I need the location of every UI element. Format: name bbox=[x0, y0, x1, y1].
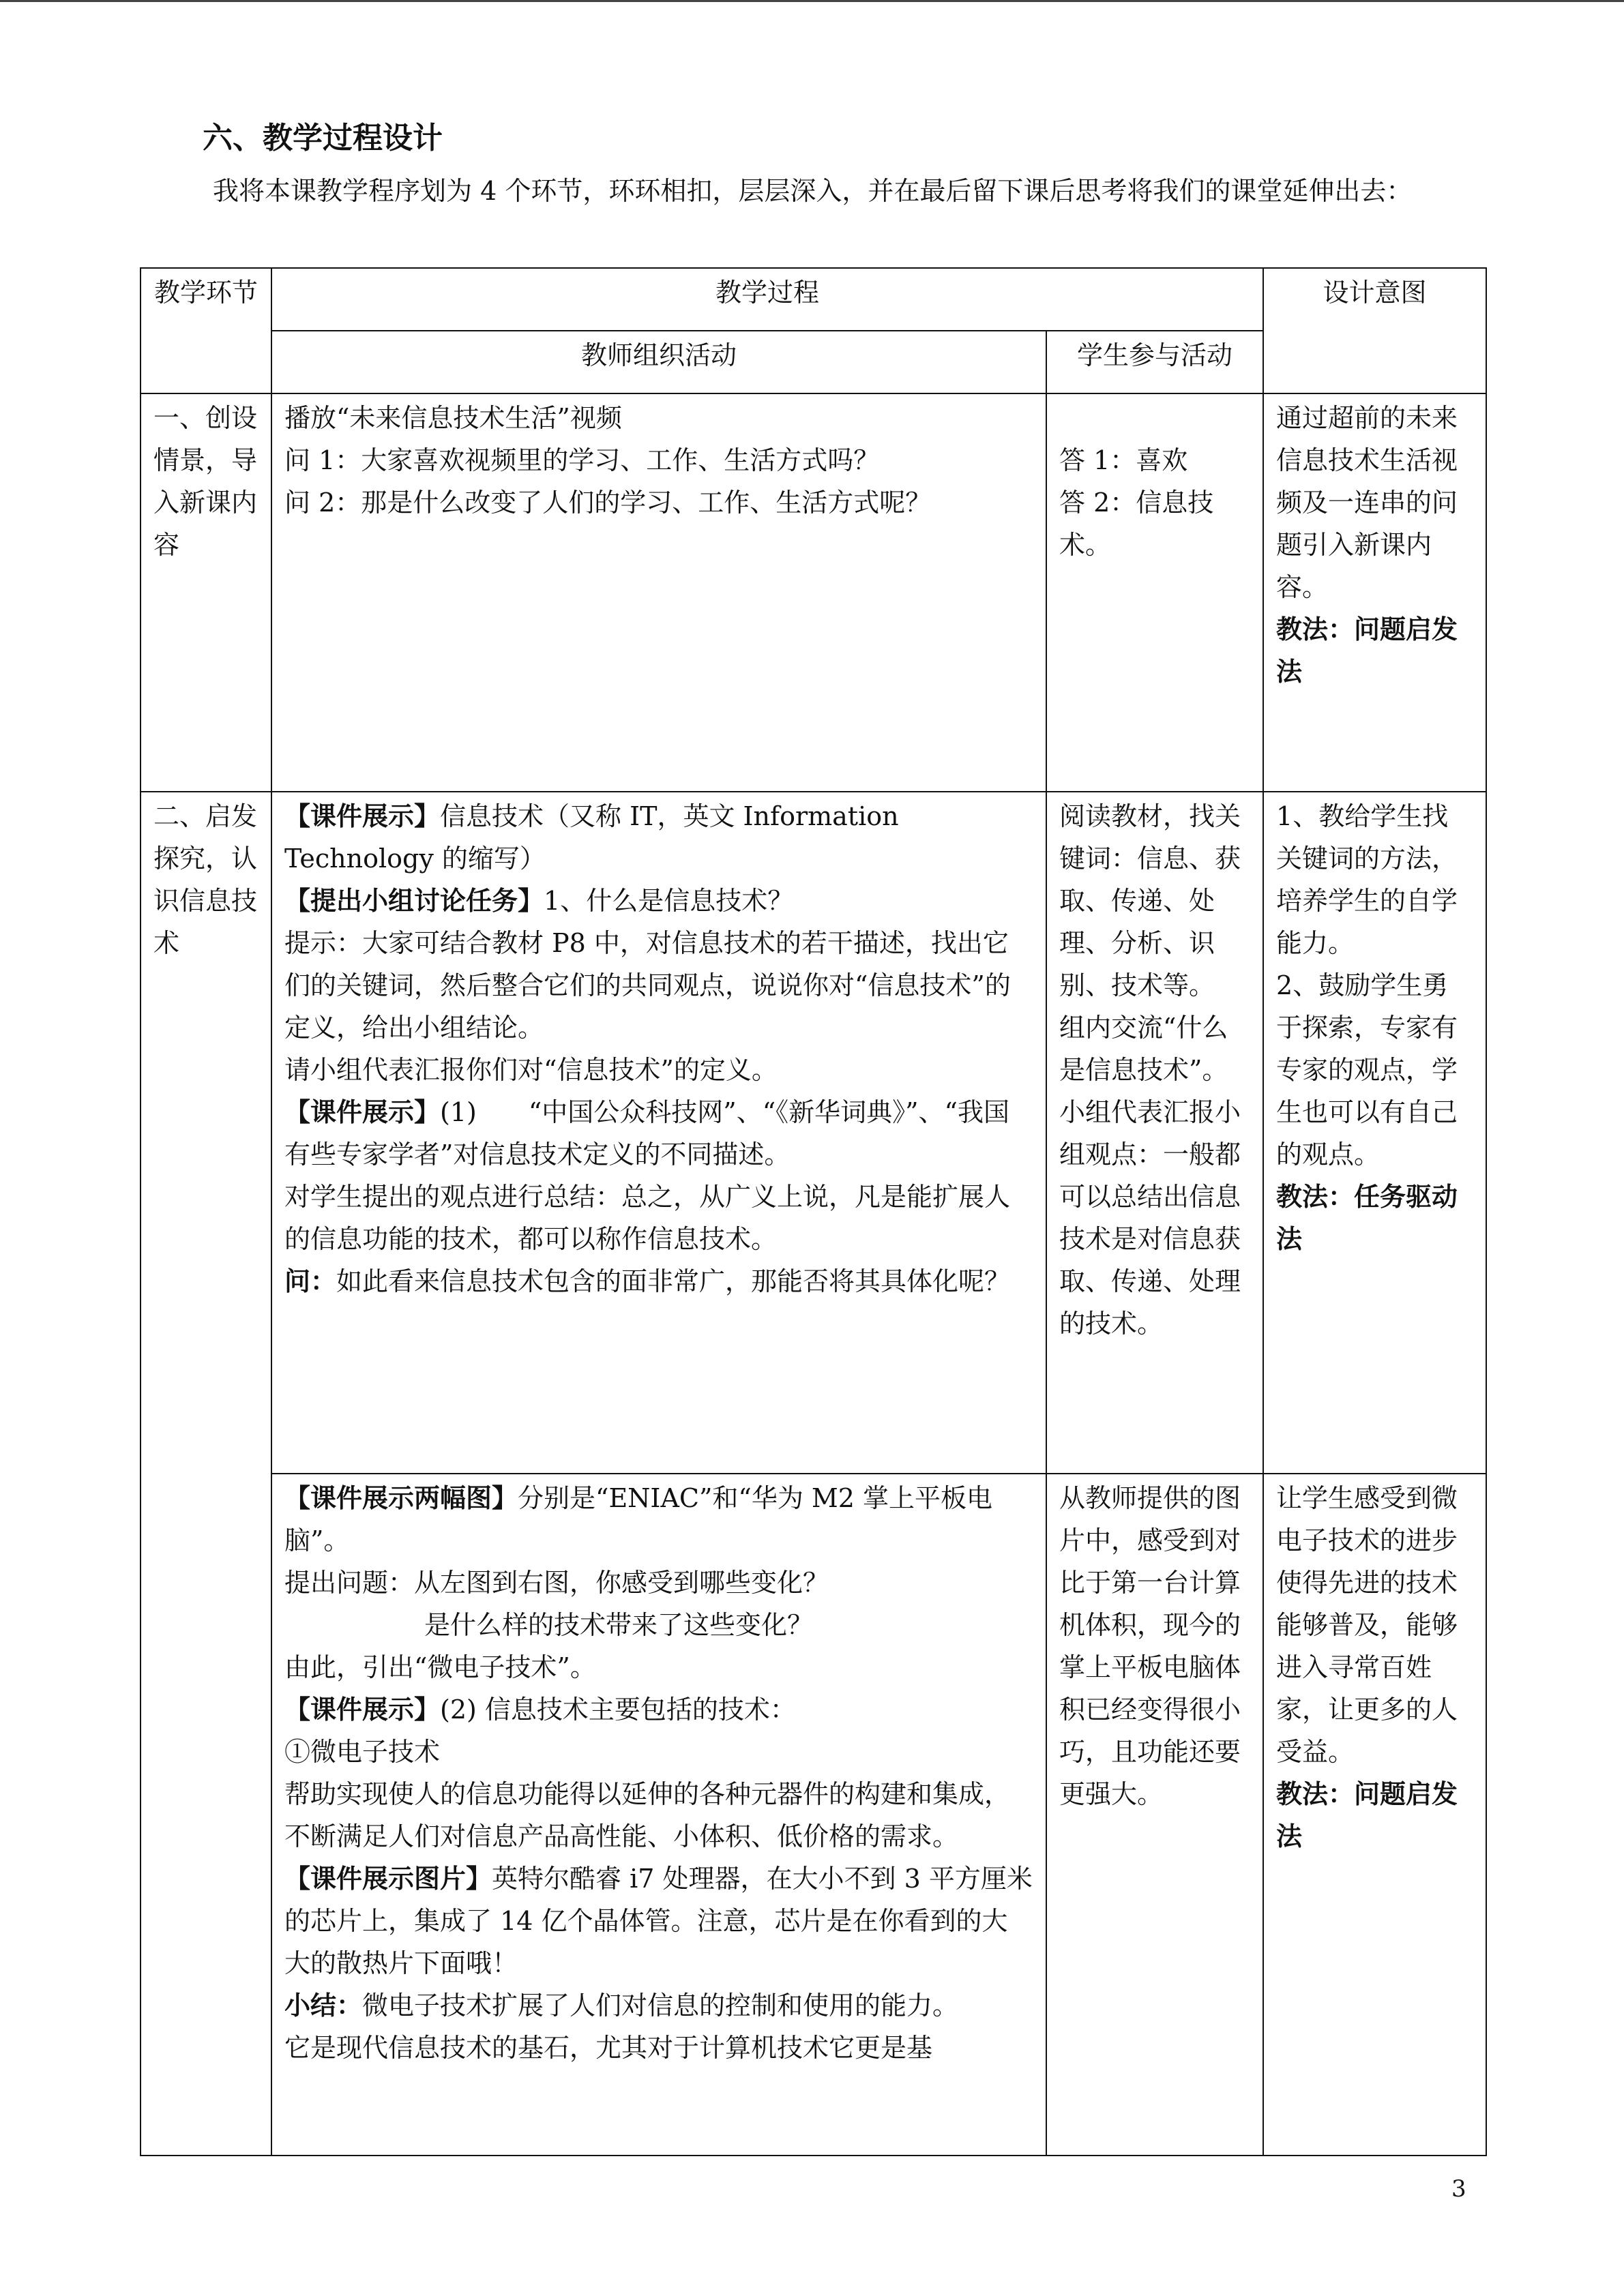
row3-teacher-text: ①微电子技术 bbox=[284, 1737, 441, 1767]
teaching-process-table bbox=[140, 267, 1487, 2156]
row2-teacher-text: 如此看来信息技术包含的面非常广，那能否将其具体化呢？ bbox=[336, 1266, 1011, 1296]
section-heading: 六、教学过程设计 bbox=[203, 121, 443, 155]
row3-teacher-text: 由此，引出“微电子技术”。 bbox=[284, 1652, 596, 1682]
courseware-label: 【课件展示】 bbox=[284, 1097, 441, 1127]
intro-paragraph: 我将本课教学程序划为 4 个环节，环环相扣，层层深入，并在最后留下课后思考将我们的课堂延伸出去： bbox=[213, 176, 1413, 206]
row3-intent-text: 让学生感受到微电子技术的进步使得先进的技术能够普及，能够进入寻常百姓家，让更多的人受益。 bbox=[1276, 1483, 1458, 1767]
row2-teacher-text: 信息技术（又称 IT，英文 Information Technology 的缩写） bbox=[284, 801, 899, 874]
row1-student-line: 答 1：喜欢 bbox=[1059, 445, 1188, 475]
row3-teacher-text: 提出问题：从左图到右图，你感受到哪些变化？ bbox=[284, 1568, 829, 1598]
row3-teacher bbox=[271, 1474, 1046, 2156]
row2-student bbox=[1046, 792, 1263, 1474]
courseware-label: 【课件展示】 bbox=[284, 1695, 441, 1725]
header-student: 学生参与活动 bbox=[1046, 331, 1263, 393]
row2-intent-line: 1、教给学生找关键词的方法，培养学生的自学能力。 bbox=[1276, 801, 1458, 958]
row3-student-text: 从教师提供的图片中，感受到对比于第一台计算机体积，现今的掌上平板电脑体积已经变得很小巧，且功能还要更强大。 bbox=[1059, 1483, 1241, 1809]
row3-teacher-text: (2) 信息技术主要包括的技术： bbox=[440, 1695, 796, 1725]
row1-intent-text: 通过超前的未来信息技术生活视频及一连串的问题引入新课内容。 bbox=[1276, 403, 1458, 602]
top-border-line bbox=[0, 0, 1624, 2]
row2-student-line: 组内交流“什么是信息技术”。 bbox=[1059, 1013, 1228, 1085]
row3-teacher-text: 它是现代信息技术的基石，尤其对于计算机技术它更是基 bbox=[284, 2033, 933, 2063]
row2-teacher-text: 1、什么是信息技术？ bbox=[544, 886, 794, 916]
row2-teacher-text: (1) “中国公众科技网”、“《新华词典》”、“我国有些专家学者”对信息技术定义的不同描述。 bbox=[284, 1097, 1009, 1169]
courseware-picture-label: 【课件展示图片】 bbox=[284, 1864, 492, 1894]
header-process: 教学过程 bbox=[271, 268, 1263, 331]
row1-student bbox=[1046, 393, 1263, 792]
row3-student bbox=[1046, 1474, 1263, 2156]
question-label: 问： bbox=[284, 1266, 337, 1296]
row2-stage: 二、启发探究，认识信息技术 bbox=[141, 792, 271, 2156]
row3-intent bbox=[1263, 1474, 1486, 2156]
header-stage: 教学环节 bbox=[141, 268, 271, 393]
table-row bbox=[141, 1474, 1486, 2156]
summary-label: 小结： bbox=[284, 1991, 363, 2021]
group-task-label: 【提出小组讨论任务】 bbox=[284, 886, 544, 916]
row2-teacher-text: 提示：大家可结合教材 P8 中，对信息技术的若干描述，找出它们的关键词，然后整合它们的共同观点，说说你对“信息技术”的定义，给出小组结论。 bbox=[284, 928, 1011, 1043]
row2-teacher-text: 对学生提出的观点进行总结：总之，从广义上说，凡是能扩展人的信息功能的技术，都可以称作信息技术。 bbox=[284, 1182, 1011, 1254]
row1-stage: 一、创设情景，导入新课内容 bbox=[141, 393, 271, 792]
row2-intent-line: 2、鼓励学生勇于探索，专家有专家的观点，学生也可以有自己的观点。 bbox=[1276, 970, 1458, 1169]
row1-teacher-line: 问 1：大家喜欢视频里的学习、工作、生活方式吗？ bbox=[284, 445, 880, 475]
row3-teacher-text: 英特尔酷睿 i7 处理器，在大小不到 3 平方厘米的芯片上，集成了 14 亿个晶体管。注意，芯片是在你看到的大大的散热片下面哦！ bbox=[284, 1864, 1033, 1978]
row2-intent bbox=[1263, 792, 1486, 1474]
row3-teacher-text: 帮助实现使人的信息功能得以延伸的各种元器件的构建和集成，不断满足人们对信息产品高性能、小体积、低价格的需求。 bbox=[284, 1779, 1011, 1851]
header-teacher: 教师组织活动 bbox=[271, 331, 1046, 393]
table-row bbox=[141, 792, 1486, 1474]
row1-intent bbox=[1263, 393, 1486, 792]
courseware-label: 【课件展示】 bbox=[284, 801, 441, 831]
row1-teacher-line: 问 2：那是什么改变了人们的学习、工作、生活方式呢？ bbox=[284, 488, 932, 518]
header-intent: 设计意图 bbox=[1263, 268, 1486, 393]
row3-teacher-text: 是什么样的技术带来了这些变化？ bbox=[424, 1610, 814, 1640]
row1-teacher bbox=[271, 393, 1046, 792]
courseware-images-label: 【课件展示两幅图】 bbox=[284, 1483, 518, 1513]
table-row bbox=[141, 393, 1486, 792]
row1-student-line: 答 2：信息技术。 bbox=[1059, 488, 1214, 560]
row2-intent-method: 教法：任务驱动法 bbox=[1276, 1182, 1458, 1254]
row3-intent-method: 教法：问题启发法 bbox=[1276, 1779, 1458, 1851]
row2-student-line: 小组代表汇报小组观点：一般都可以总结出信息技术是对信息获取、传递、处理的技术。 bbox=[1059, 1097, 1241, 1339]
row3-teacher-text: 微电子技术扩展了人们对信息的控制和使用的能力。 bbox=[362, 1991, 959, 2021]
page-number: 3 bbox=[1451, 2175, 1466, 2203]
row1-intent-method: 教法：问题启发法 bbox=[1276, 614, 1458, 687]
row2-teacher bbox=[271, 792, 1046, 1474]
row2-student-line: 阅读教材，找关键词：信息、获取、传递、处理、分析、识别、技术等。 bbox=[1059, 801, 1241, 1000]
row1-teacher-line: 播放“未来信息技术生活”视频 bbox=[284, 403, 622, 433]
row3-teacher-text: 分别是“ENIAC”和“华为 M2 掌上平板电脑”。 bbox=[284, 1483, 993, 1555]
row2-teacher-text: 请小组代表汇报你们对“信息技术”的定义。 bbox=[284, 1055, 778, 1085]
